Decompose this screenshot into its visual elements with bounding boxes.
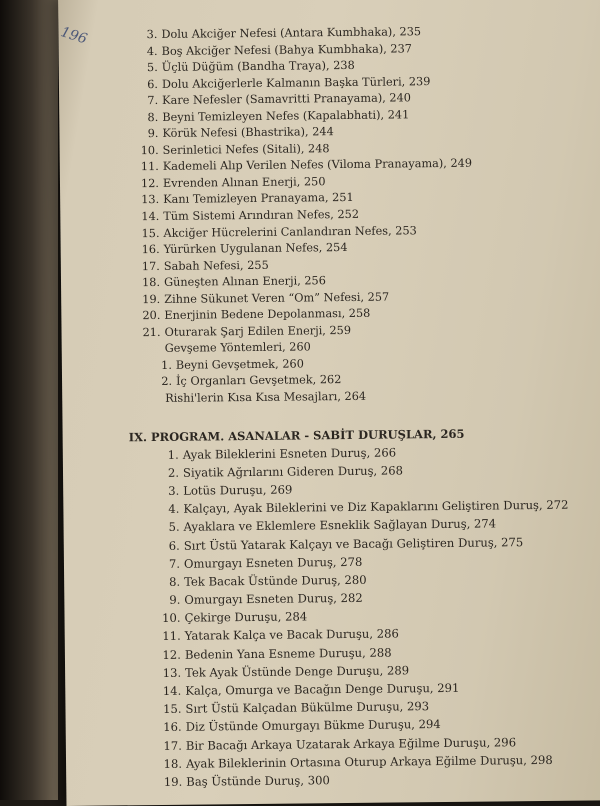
toc-entry-text: Kademeli Alıp Verilen Nefes (Viloma Pranayama), 249	[162, 157, 473, 174]
toc-subentry-list	[134, 353, 600, 391]
toc-entry-text: Lotüs Duruşu, 269	[183, 482, 293, 498]
toc-entry: Rishi'lerin Kısa Kısa Mesajları, 264	[165, 389, 367, 405]
toc-entry-number: 13.	[141, 193, 160, 207]
toc-entry-number: 14.	[141, 209, 160, 224]
toc-entry-number: 10.	[162, 611, 181, 626]
toc-entry-text: Yürürken Uygulanan Nefes, 254	[163, 241, 348, 257]
toc-entry-text: Enerjinin Bedene Depolanması, 258	[164, 307, 371, 323]
toc-entry-number: 18.	[163, 756, 183, 771]
toc-entry-text: Körük Nefesi (Bhastrika), 244	[162, 125, 334, 141]
toc-entry-number: 4.	[146, 44, 158, 58]
handwritten-note: 196	[58, 24, 89, 48]
toc-entry-number: 8.	[147, 110, 159, 124]
toc-entry-number: 21.	[142, 325, 161, 339]
toc-entry-text: Kalça, Omurga ve Bacağın Denge Duruşu, 291	[185, 680, 460, 698]
toc-entry-number: 19.	[142, 292, 161, 306]
toc-entry-text: Kanı Temizleyen Pranayama, 251	[163, 191, 354, 207]
toc-entry-text: Boş Akciğer Nefesi (Bahya Kumbhaka), 237	[161, 41, 413, 58]
toc-entry-text: Evrenden Alınan Enerji, 250	[162, 175, 326, 190]
toc-entry-number: 19.	[163, 774, 183, 789]
toc-entry-text: Zihne Sükunet Veren “Om” Nefesi, 257	[164, 290, 390, 306]
toc-entry-text: Serinletici Nefes (Sitali), 248	[162, 141, 330, 157]
toc-entry-text: Güneşten Alınan Enerji, 256	[163, 274, 326, 290]
toc-entry-number: 5.	[168, 520, 180, 535]
toc-entry-text: Yatarak Kalça ve Bacak Duruşu, 286	[184, 626, 399, 644]
toc-section-pranayama	[130, 22, 600, 407]
toc-entry-text: Sırt Üstü Kalçadan Bükülme Duruşu, 293	[185, 699, 430, 716]
book-page	[58, 0, 600, 806]
toc-entry	[138, 768, 600, 791]
toc-entry-number: 8.	[169, 574, 181, 589]
toc-entry-number: 12.	[162, 647, 181, 662]
toc-entry-number: 17.	[163, 738, 182, 753]
toc-entry-text: Bedenin Yana Esneme Duruşu, 288	[184, 645, 392, 662]
toc-entry-text: Dolu Akciğerlerle Kalmanın Başka Türleri, 239	[161, 74, 431, 91]
toc-entry-text: Dolu Akciğer Nefesi (Antara Kumbhaka), 235	[161, 25, 422, 41]
toc-entry-number: 3.	[168, 483, 180, 498]
toc-entry-text: Çekirge Duruşu, 284	[184, 609, 308, 625]
toc-entry-number: 4.	[168, 501, 180, 517]
toc-entry-number: 5.	[146, 61, 158, 75]
toc-entry-text: Oturarak Şarj Edilen Enerji, 259	[164, 323, 352, 339]
toc-entry-number: 17.	[141, 259, 160, 273]
toc-entry-number: 6.	[147, 77, 159, 91]
toc-entry-number: 2.	[167, 465, 180, 480]
table-of-contents	[130, 22, 600, 791]
section-title: IX. PROGRAM. ASANALAR - SABİT DURUŞLAR, 265	[128, 426, 465, 444]
toc-entry-text: Kalçayı, Ayak Bileklerini ve Diz Kapaklarını Geliştiren Duruş, 272	[183, 497, 569, 516]
toc-entry-number: 7.	[168, 556, 181, 571]
toc-entry-text: Üçlü Düğüm (Bandha Traya), 238	[161, 58, 355, 75]
toc-entry-number: 16.	[141, 243, 160, 257]
toc-entry-text: Ayaklara ve Eklemlere Esneklik Sağlayan Duruş, 274	[183, 516, 497, 535]
toc-entry-number: 15.	[141, 226, 160, 240]
toc-entry-list	[135, 441, 600, 791]
toc-section-asanas	[135, 441, 600, 791]
toc-entry-number: 9.	[169, 592, 181, 607]
toc-entry-number: 11.	[162, 629, 181, 644]
toc-entry-number: 3.	[146, 27, 158, 42]
toc-entry-text: Ayak Bileklerini Esneten Duruş, 266	[182, 445, 397, 462]
toc-entry-text: Sabah Nefesi, 255	[163, 258, 269, 273]
toc-entry-text: Akciğer Hücrelerini Canlandıran Nefes, 253	[163, 223, 417, 240]
toc-entry-number: 9.	[147, 127, 159, 141]
toc-entry-number: 6.	[168, 538, 180, 553]
toc-entry-number: 13.	[162, 665, 182, 680]
toc-entry-text: Baş Üstünde Duruş, 300	[186, 773, 330, 789]
toc-entry-text: Omurgayı Esneten Duruş, 282	[184, 590, 363, 607]
toc-entry-number: 11.	[140, 160, 159, 174]
toc-entry-text: Tek Ayak Üstünde Denge Duruşu, 289	[185, 663, 410, 680]
toc-entry-number: 1.	[161, 358, 172, 372]
toc-entry-number: 15.	[162, 701, 182, 717]
toc-entry-text: İç Organları Gevşetmek, 262	[175, 373, 342, 389]
toc-entry-number: 2.	[161, 375, 173, 389]
toc-entry-text: Beyni Gevşetmek, 260	[175, 357, 304, 372]
toc-entry-number: 14.	[162, 683, 182, 698]
book-spine-shadow	[0, 0, 58, 800]
toc-entry-number: 12.	[140, 176, 160, 191]
toc-entry-list	[130, 22, 600, 341]
toc-entry-text: Tek Bacak Üstünde Duruş, 280	[184, 572, 367, 589]
toc-entry-text: Siyatik Ağrılarını Gideren Duruş, 268	[182, 463, 404, 480]
toc-entry-number: 16.	[163, 720, 182, 735]
toc-entry-text: Ayak Bileklerinin Ortasına Oturup Arkaya Eğilme Duruşu, 298	[185, 752, 553, 771]
toc-entry-number: 10.	[140, 143, 159, 157]
toc-entry-text: Bir Bacağı Arkaya Uzatarak Arkaya Eğilme Duruşu, 296	[185, 734, 517, 753]
toc-entry-text: Sırt Üstü Yatarak Kalçayı ve Bacağı Geliştiren Duruş, 275	[183, 534, 524, 553]
toc-entry-text: Beyni Temizleyen Nefes (Kapalabhati), 241	[162, 108, 410, 124]
toc-entry-number: 7.	[147, 94, 159, 108]
toc-entry-number: 20.	[142, 309, 161, 323]
toc-entry-text: Diz Üstünde Omurgayı Bükme Duruşu, 294	[185, 717, 441, 735]
toc-entry-text: Omurgayı Esneten Duruş, 278	[183, 554, 363, 571]
toc-subheading: Gevşeme Yöntemleri, 260	[164, 340, 311, 356]
toc-entry-number: 1.	[167, 447, 179, 462]
toc-entry-number: 18.	[141, 276, 161, 290]
toc-entry-text: Tüm Sistemi Arındıran Nefes, 252	[163, 207, 360, 223]
toc-entry-text: Kare Nefesler (Samavritti Pranayama), 240	[162, 91, 412, 108]
